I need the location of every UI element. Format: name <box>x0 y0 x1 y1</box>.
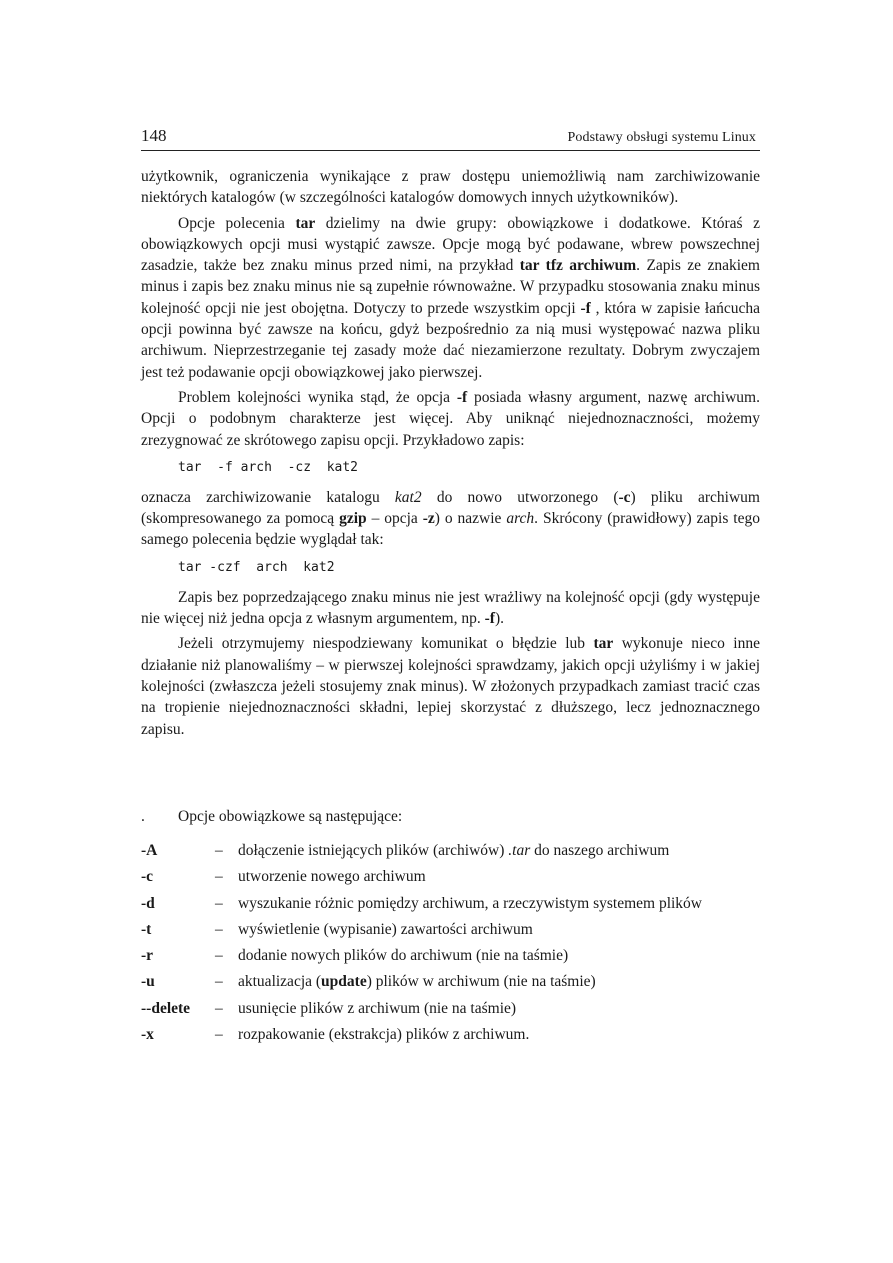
code-example-1: tar -f arch -cz kat2 <box>178 459 359 475</box>
option-c: -c <box>618 488 631 506</box>
option-row <box>141 945 763 966</box>
body-text <box>141 166 760 740</box>
option-row <box>141 840 763 861</box>
option-f: -f <box>580 299 591 317</box>
paragraph-3 <box>141 387 760 451</box>
text-run: . Zapis ze znakiem minus i zapis bez znaku minus nie są zupełnie równoważne. W przypadku stosowania znaku minus kolejność opcji nie jest obojętna. Dotyczy to przede wszystkim opcji <box>141 257 760 317</box>
command-example: tar tfz archiwum <box>519 257 637 275</box>
option-description <box>238 998 763 1019</box>
option-description <box>238 919 763 940</box>
option-dash: – <box>215 1026 223 1044</box>
option-row <box>141 866 763 887</box>
desc-emphasis: .tar <box>508 842 531 859</box>
paragraph-1: użytkownik, ograniczenia wynikające z praw dostępu uniemożliwią nam zarchiwizowanie niektórych katalogów (w szczególności katalogów domowych innych użytkowników). <box>141 168 760 207</box>
text-run: Problem kolejności wynika stąd, że opcja <box>178 388 457 406</box>
archive-name: arch <box>506 510 535 528</box>
option-description <box>238 1024 763 1045</box>
text-run: posiada własny argument, nazwę archiwum. Opcji o podobnym charakterze jest więcej. Aby uniknąć niejednoznaczności, możemy zrezygnować ze skrótowego zapisu opcji. Przykładowo zapis: <box>141 388 760 449</box>
option-description <box>238 840 763 861</box>
text-run: . Skrócony (prawidłowy) zapis tego samego polecenia będzie wyglądał tak: <box>141 510 760 549</box>
option-row <box>141 971 763 992</box>
option-dash: – <box>215 868 223 886</box>
option-row <box>141 998 763 1019</box>
option-description <box>238 945 763 966</box>
option-flag: -c <box>141 868 154 886</box>
desc-text: dołączenie istniejących plików (archiwów) <box>238 842 509 859</box>
command-gzip: gzip <box>339 510 367 528</box>
header-rule <box>141 150 760 151</box>
option-row <box>141 893 763 914</box>
text-run: wykonuje nieco inne działanie niż planowaliśmy – w pierwszej kolejności sprawdzamy, jakich opcji użyliśmy i w jakiej kolejności (zwłaszcza jeżeli stosujemy znak minus). W złożonych przypadkach zamiast tracić czas na tropienie niejednoznaczności składni, lepiej skorzystać z dłuższego, lecz jednoznacznego zapisu. <box>141 635 760 738</box>
desc-text: do naszego archiwum <box>530 842 670 859</box>
option-flag: --delete <box>141 999 191 1017</box>
option-row <box>141 1024 763 1045</box>
desc-text: utworzenie nowego archiwum <box>238 868 426 886</box>
running-head: Podstawy obsługi systemu Linux <box>567 130 756 145</box>
option-f: -f <box>456 388 468 406</box>
paragraph-5 <box>141 587 760 630</box>
option-dash: – <box>215 920 223 938</box>
desc-text: usunięcie plików z archiwum (nie na taśmie) <box>238 999 517 1017</box>
option-dash: – <box>215 894 223 912</box>
option-description <box>238 971 763 992</box>
options-intro-text: Opcje obowiązkowe są następujące: <box>178 808 403 825</box>
text-run: do nowo utworzonego ( <box>421 488 619 506</box>
text-run: – opcja <box>366 510 423 528</box>
option-flag: -u <box>141 973 155 991</box>
option-row <box>141 919 763 940</box>
desc-text: ) plików w archiwum (nie na taśmie) <box>366 973 596 991</box>
text-run: oznacza zarchiwizowanie katalogu <box>141 488 395 506</box>
command-tar: tar <box>593 635 614 653</box>
option-description <box>238 893 763 914</box>
text-run: Zapis bez poprzedzającego znaku minus nie jest wrażliwy na kolejność opcji (gdy występuje nie więcej niż jedna opcja z własnym argumentem, np. <box>141 588 760 628</box>
option-flag: -d <box>141 894 155 912</box>
text-run: Opcje polecenia <box>178 214 296 232</box>
dir-name: kat2 <box>394 488 422 506</box>
option-description <box>238 866 763 887</box>
options-list <box>141 840 763 1045</box>
desc-text: aktualizacja ( <box>238 973 322 991</box>
option-flag: -t <box>141 920 152 938</box>
text-run: , która w zapisie łańcucha opcji powinna być zawsze na końcu, gdyż bezpośrednio za nią musi występować nazwa pliku archiwum. Nieprzestrzeganie tej zasady może dać niezamierzone rezultaty. Dobrym zwyczajem jest też podawanie opcji obowiązkowej jako pierwszej. <box>141 299 760 381</box>
code-example-2: tar -czf arch kat2 <box>178 559 335 575</box>
option-dash: – <box>215 973 223 991</box>
option-flag: -x <box>141 1026 154 1044</box>
option-z: -z <box>422 510 435 528</box>
option-dash: – <box>215 947 223 965</box>
page-header <box>141 126 760 150</box>
desc-text: rozpakowanie (ekstrakcja) plików z archiwum. <box>238 1026 530 1044</box>
text-run: dzielimy na dwie grupy: obowiązkowe i dodatkowe. Któraś z obowiązkowych opcji musi wystąpić zawsze. Opcje mogą być podawane, wbrew powszechnej zasadzie, także bez znaku minus przed nimi, na przykład <box>141 214 760 275</box>
option-flag: -A <box>141 842 158 859</box>
page-number: 148 <box>141 126 167 145</box>
paragraph-2 <box>141 213 760 383</box>
paragraph-6 <box>141 633 760 739</box>
stray-dot: . <box>141 808 145 825</box>
option-dash: – <box>215 999 223 1017</box>
command-tar: tar <box>295 214 316 232</box>
desc-text: dodanie nowych plików do archiwum (nie na taśmie) <box>238 947 569 965</box>
option-f: -f <box>484 610 495 628</box>
option-dash: – <box>215 842 223 859</box>
text-run: ). <box>494 610 504 628</box>
text-run: ) pliku archiwum (skompresowanego za pomocą <box>141 488 760 528</box>
desc-emphasis: update <box>321 973 367 991</box>
paragraph-4 <box>141 487 760 551</box>
desc-text: wyświetlenie (wypisanie) zawartości archiwum <box>238 920 533 938</box>
desc-text: wyszukanie różnic pomiędzy archiwum, a rzeczywistym systemem plików <box>238 894 703 912</box>
option-flag: -r <box>141 947 154 965</box>
text-run: ) o nazwie <box>434 510 507 528</box>
text-run: Jeżeli otrzymujemy niespodziewany komunikat o błędzie lub <box>178 635 594 653</box>
